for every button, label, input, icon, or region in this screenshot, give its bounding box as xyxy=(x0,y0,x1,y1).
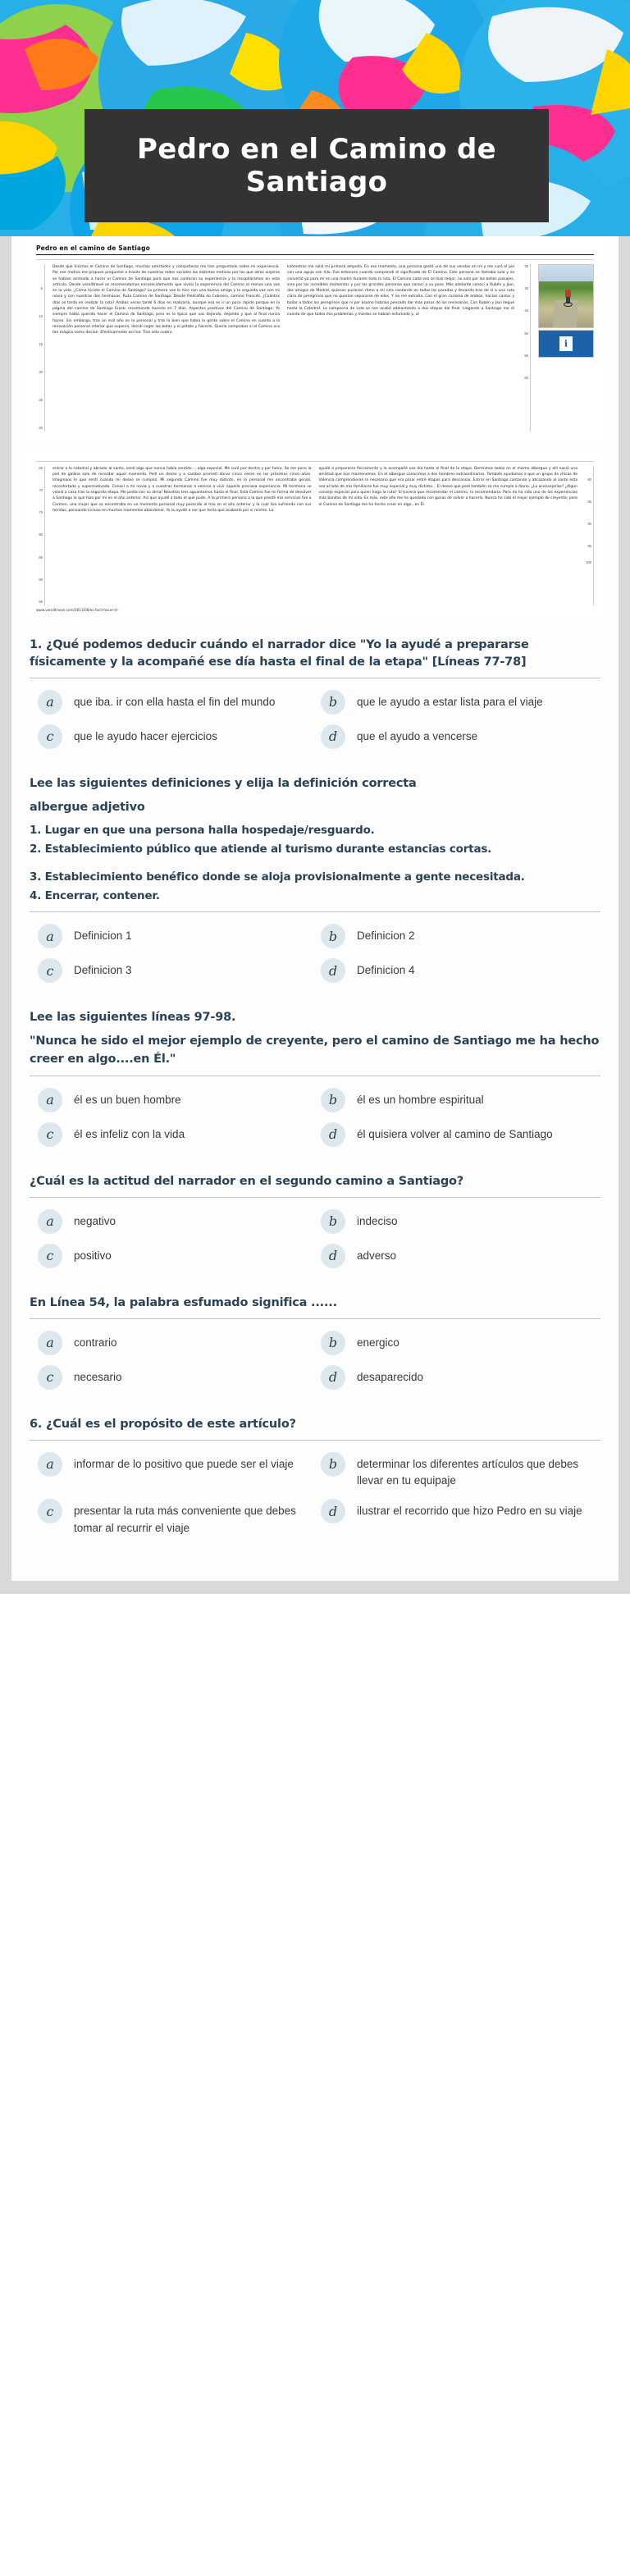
option-a[interactable] xyxy=(38,927,314,948)
definition-item-2: 2. Establecimiento público que atiende al turismo durante estancias cortas. xyxy=(30,842,492,856)
information-icon: i xyxy=(564,338,568,349)
option-text-b: que le ayudo a estar lista para el viaje xyxy=(357,695,543,708)
question-title: 1. ¿Qué podemos deducir cuándo el narrador dice "Yo la ayudé a prepararse físicamente y la acompañé ese día hasta el final de la etapa" [Líneas 77-78] xyxy=(30,637,529,669)
option-letter-d: d xyxy=(321,724,345,749)
option-text-a: contrario xyxy=(74,1336,117,1349)
question-block-5 xyxy=(30,1295,600,1395)
worksheet-sheet xyxy=(11,236,619,1581)
reading-passage-part2 xyxy=(26,453,604,622)
passage-figure xyxy=(538,264,594,432)
definition-spacer xyxy=(30,859,600,867)
option-text-d: adverso xyxy=(357,1249,397,1262)
option-letter-c: c xyxy=(38,1244,62,1268)
option-a[interactable] xyxy=(38,693,314,715)
quiz-section xyxy=(11,633,619,1571)
option-c[interactable] xyxy=(38,961,314,983)
definition-item-4: 4. Encerrar, contener. xyxy=(30,889,160,903)
options-grid xyxy=(30,1198,600,1273)
question-subtitle: albergue adjetivo xyxy=(30,800,145,814)
option-text-c: necesario xyxy=(74,1370,122,1383)
question-title: 6. ¿Cuál es el propósito de este artículo? xyxy=(30,1417,296,1431)
hero-title-band xyxy=(84,109,549,222)
passage2-column-left: entrar a la catedral y abrazar al santo, sentí algo que nunca había sentido..., algo especial. Me curé por dentro y por fuera. Se me pone la piel de gallina solo de recordar aquel momento. Pedí un deseo y a cambio prometí donar cinco veces en los próximos cinco años. Imaginaos lo que sentí cuando mi deseo se cumplió. Mi segundo Camino fue muy distinto, en lo personal me encontraba genial, reconfortado y supermotivado. Conocí a mi novia y a nuestras hermanas a venirse a vivir aquella preciosa experiencia. Mi hermana se volvió a casa tras la segunda etapa. Me podía con su alma! Nosotros tres aguantamos hasta el final. Esta Camino fue mi forma de devolver a Santiago lo que hizo por mí en el año anterior. Así que ayudé a todo el que pude. A la primera persona a la que presté mis servicios fue a Carmen, una mujer que se encontraba en un momento personal muy parecido al mío en el año anterior y la cual lisa sufriendo con sus heridas, pensando incluso en muchos momentos abandonar. Yo la ayudé a ver que tenía que acabarlo por sí misma. La xyxy=(52,466,312,513)
definition-item-3: 3. Establecimiento benéfico donde se aloja provisionalmente a gente necesitada. xyxy=(30,870,525,884)
cyclist-icon xyxy=(563,290,573,306)
passage2-columns xyxy=(36,461,594,605)
photo-sky xyxy=(539,265,593,281)
option-text-b: determinar los diferentes artículos que debes llevar en tu equipaje xyxy=(357,1457,579,1487)
option-letter-b: b xyxy=(321,1209,345,1234)
option-text-d: Definicion 4 xyxy=(357,964,415,977)
option-text-d: que el ayudo a vencerse xyxy=(357,729,478,742)
option-letter-c: c xyxy=(38,724,62,749)
option-text-a: informar de lo positivo que puede ser el viaje xyxy=(74,1457,294,1470)
hero-banner xyxy=(0,0,630,236)
option-d[interactable] xyxy=(321,728,597,749)
line-numbers-left-2: 65 70 75 80 85 90 95 xyxy=(36,466,45,605)
cyclist-photo xyxy=(538,264,594,328)
option-letter-d: d xyxy=(321,1244,345,1268)
option-c[interactable] xyxy=(38,1502,314,1537)
option-b[interactable] xyxy=(321,1334,597,1355)
option-a[interactable] xyxy=(38,1213,314,1234)
passage-column-left: Desde que hicimos el Camino de Santiago, muchas amistades y compañeros me han preguntado sobre mi experiencia. Por ese motivo me propuse preguntar a través de nuestras redes sociales los distintos motivos por los que otros viajeros se habían animado a hacer el Camino de Santiago para que nos contaran su experiencia y la recopiláramos en este artículo. Desde vero4travel os recomendamos encarecidamente que viváis la experiencia del Camino al menos una vez en la vida. ¿Cómo hiciste el Camino de Santiago? La primera vez lo hice con una buena amiga y la segunda vez con mi novia y con nuestras dos hermanas. Ruta Camino de Santiago: Desde Piedrafita do Cebreiro, camino Francés. ¿Cuántos días os tarda en realizar la ruta? Ambas veces tardé 6 días en realizarla, aunque eso es ir un poco rápido porque en la página del camino de Santiago Eroski recomienda hacerlo en 7 días. Aspectos positivos del Camino de Santiago: Yo siempre había querido hacer el Camino de Santiago, pero es lo típico que vas dejando, dejando y que al final nunca haces. Sin embargo, tras un mal año en lo personal y tras lo bien que había la gente sobre el Camino en cuanto a la renovación personal interior que suponía, decidí coger las botas y el petate y hacerlo. Quería comprobar si el Camino era tan mágico como decían. Efectivamente así fue. Tras sólo cuatro xyxy=(52,265,280,336)
options-grid xyxy=(30,1076,600,1152)
option-text-b: él es un hombre espiritual xyxy=(357,1093,484,1106)
option-d[interactable] xyxy=(321,1247,597,1268)
option-d[interactable] xyxy=(321,961,597,983)
option-letter-c: c xyxy=(38,958,62,983)
option-a[interactable] xyxy=(38,1091,314,1112)
page-title-line2: Santiago xyxy=(245,166,388,199)
option-d[interactable] xyxy=(321,1502,597,1537)
option-text-c: presentar la ruta más conveniente que debes tomar al recurrir el viaje xyxy=(74,1505,296,1534)
question-title: Lee las siguientes definiciones y elija la definición correcta xyxy=(30,776,417,790)
page-title-line1: Pedro en el Camino de xyxy=(136,132,496,166)
line-numbers-right-2: 80 85 90 95 100 xyxy=(585,466,594,605)
option-c[interactable] xyxy=(38,1368,314,1390)
option-b[interactable] xyxy=(321,1455,597,1490)
option-a[interactable] xyxy=(38,1455,314,1490)
passage-heading: Pedro en el camino de Santiago xyxy=(36,244,594,255)
option-c[interactable] xyxy=(38,1247,314,1268)
line-numbers-right: 35 40 45 50 55 60 xyxy=(522,264,531,432)
option-letter-a: a xyxy=(38,1331,62,1355)
option-text-c: Definicion 3 xyxy=(74,964,132,977)
option-b[interactable] xyxy=(321,927,597,948)
worksheet-body xyxy=(0,236,630,1594)
question-title: En Línea 54, la palabra esfumado significa ...... xyxy=(30,1295,337,1309)
option-text-a: que iba. ir con ella hasta el fin del mundo xyxy=(74,695,276,708)
option-letter-d: d xyxy=(321,1365,345,1390)
question-block-2 xyxy=(30,775,600,988)
definition-list xyxy=(30,822,600,906)
question-block-6 xyxy=(30,1416,600,1541)
option-letter-a: a xyxy=(38,1452,62,1477)
question-block-4 xyxy=(30,1173,600,1273)
option-text-c: él es infeliz con la vida xyxy=(74,1127,185,1140)
option-letter-a: a xyxy=(38,1209,62,1234)
option-text-d: desaparecido xyxy=(357,1370,424,1383)
option-c[interactable] xyxy=(38,728,314,749)
option-b[interactable] xyxy=(321,1091,597,1112)
option-letter-c: c xyxy=(38,1122,62,1147)
option-a[interactable] xyxy=(38,1334,314,1355)
option-text-b: energico xyxy=(357,1336,399,1349)
information-sign-photo xyxy=(538,330,594,358)
question-title: Lee las siguientes líneas 97-98. xyxy=(30,1011,236,1025)
option-letter-b: b xyxy=(321,1452,345,1477)
passage-column-right: kilómetros me salió mi primera ampolla. En ese momento, una persona gastó una de sus vendas en mí y me curó el pie con una aguja con hilo. Fue entonces cuando comprendí el significado de El Camino. Este persona se llamaba Lola y se convirtió ya para mí en una madre durante todo la ruta. El Camino cada vez se hizo mejor, no solo por los bellos paisajes, sino por los increíbles momentos y por las grandes personas que conocí a su paso. Más adelante conocí a Rubén y Javi, dos amigos de Madrid, quienes pusieron ritmo a mi ruta cantando en todas las paradas y llevando tras de sí a una ruta clara de peregrinos que no querían separarse de ellos. Y no me extraña. Con el gran carisma de ambos, hacían cantar y bailar a todos los peregrinos que ni por asomo habrían pensado dar más pasos de los necesarios. Con Rubén y Javi llegué hasta la Catedral. La campeona de Lola se nos acabó adelantando a dos etapas del final. Llegando a Santiago me di cuenta de que todos mis problemas y miedos se habían esfumado y, al xyxy=(287,265,514,317)
options-grid xyxy=(30,912,600,988)
option-b[interactable] xyxy=(321,1213,597,1234)
option-letter-d: d xyxy=(321,958,345,983)
option-letter-b: b xyxy=(321,1088,345,1112)
reading-passage-part1 xyxy=(26,236,604,441)
question-block-3 xyxy=(30,1009,600,1152)
option-letter-a: a xyxy=(38,924,62,948)
option-letter-a: a xyxy=(38,1088,62,1112)
option-text-a: él es un buen hombre xyxy=(74,1093,181,1106)
page-title xyxy=(84,133,549,199)
question-quote: "Nunca he sido el mejor ejemplo de creyente, pero el camino de Santiago me ha hecho creer en algo....en Él." xyxy=(30,1035,600,1066)
option-text-c: que le ayudo hacer ejercicios xyxy=(74,729,217,742)
options-grid xyxy=(30,1319,600,1395)
passage-source-url: www.vero4travel.com/2013/08/es-facil-hacer-el- xyxy=(36,607,119,612)
option-b[interactable] xyxy=(321,693,597,715)
option-letter-b: b xyxy=(321,924,345,948)
option-text-d: él quisiera volver al camino de Santiago xyxy=(357,1127,553,1140)
question-title: ¿Cuál es la actitud del narrador en el segundo camino a Santiago? xyxy=(30,1174,463,1188)
option-letter-c: c xyxy=(38,1365,62,1390)
option-d[interactable] xyxy=(321,1126,597,1147)
passage-columns xyxy=(36,259,594,432)
option-letter-d: d xyxy=(321,1122,345,1147)
question-block-1 xyxy=(30,637,600,754)
options-grid xyxy=(30,678,600,754)
option-letter-d: d xyxy=(321,1499,345,1523)
option-text-b: Definicion 2 xyxy=(357,929,415,943)
option-c[interactable] xyxy=(38,1126,314,1147)
definition-item-1: 1. Lugar en que una persona halla hospedaje/resguardo. xyxy=(30,823,375,837)
option-text-a: Definicion 1 xyxy=(74,929,132,943)
option-letter-c: c xyxy=(38,1499,62,1523)
option-text-a: negativo xyxy=(74,1214,116,1227)
option-letter-a: a xyxy=(38,690,62,715)
options-grid xyxy=(30,1441,600,1541)
option-d[interactable] xyxy=(321,1368,597,1390)
line-numbers-left: 5 10 15 20 25 30 xyxy=(36,264,45,432)
option-text-d: ilustrar el recorrido que hizo Pedro en su viaje xyxy=(357,1505,582,1518)
option-letter-b: b xyxy=(321,690,345,715)
option-letter-b: b xyxy=(321,1331,345,1355)
passage2-column-right: ayudé a prepararse físicamente y la acompañé ese día hasta el final de la etapa. Dormimos todos en el mismo albergue y allí nació una amistad que aún mantenemos. En el albergue conocimos a dos hombres extraordinarios. También ayudamos a que un grupo de chicas de Valencia comprendieran lo necesario que era parar entre etapas para descansar. Entrar en Santiago cantando y abrazando al santo esta vez al lado de mis familiares fue muy especial y muy distinto... El deseo que pedí también se me cumple a diario. ¿Lo aconsejarías? ¿Algún consejo especial para quien haga la ruta? Si tuviera que recomendar el camino, lo recomendaría. Para mí ha sido uno de los experiencias más bonitas de mi vida. Es más, este año me he quedado con ganas de volver a hacerlo. Nunca he sido el mejor ejemplo de creyente, pero el Camino de Santiago me ha hecho creer en algo...en Él. xyxy=(318,466,578,507)
option-text-c: positivo xyxy=(74,1249,112,1262)
option-text-b: indeciso xyxy=(357,1214,398,1227)
